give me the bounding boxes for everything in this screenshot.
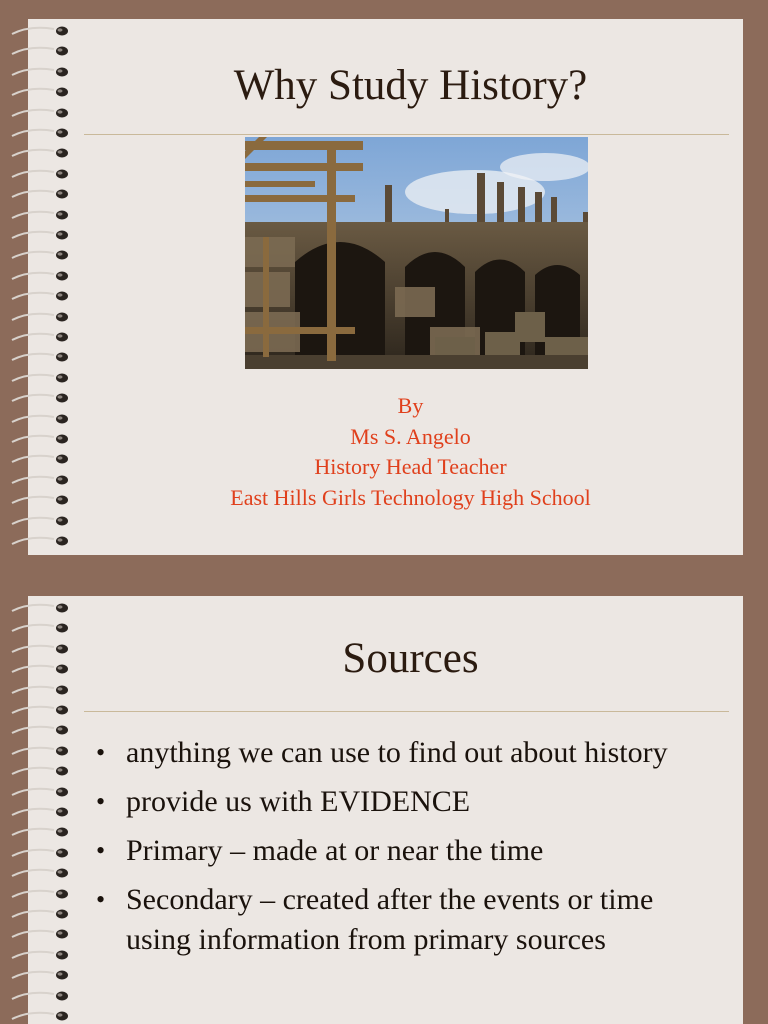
spiral-ring-icon bbox=[10, 270, 76, 282]
spiral-ring-icon bbox=[10, 413, 76, 425]
list-item bbox=[96, 831, 723, 871]
spiral-ring-icon bbox=[10, 494, 76, 506]
slide-sources bbox=[28, 596, 743, 1024]
slide-title: Sources bbox=[342, 635, 479, 682]
spiral-ring-icon bbox=[10, 229, 76, 241]
spiral-ring-icon bbox=[10, 535, 76, 547]
spiral-ring-icon bbox=[10, 168, 76, 180]
spiral-ring-icon bbox=[10, 351, 76, 363]
spiral-ring-icon bbox=[10, 45, 76, 57]
list-item bbox=[96, 880, 723, 960]
spiral-ring-icon bbox=[10, 969, 76, 981]
spiral-ring-icon bbox=[10, 209, 76, 221]
spiral-ring-icon bbox=[10, 990, 76, 1002]
spiral-ring-icon bbox=[10, 515, 76, 527]
spiral-ring-icon bbox=[10, 474, 76, 486]
list-item-text: provide us with EVIDENCE bbox=[126, 785, 471, 818]
byline-role: History Head Teacher bbox=[314, 454, 507, 479]
spiral-ring-icon bbox=[10, 888, 76, 900]
spiral-ring-icon bbox=[10, 311, 76, 323]
byline-by: By bbox=[397, 393, 424, 418]
spiral-ring-icon bbox=[10, 127, 76, 139]
spiral-ring-icon bbox=[10, 643, 76, 655]
list-item-text: Secondary – created after the events or time using information from primary sources bbox=[126, 883, 654, 956]
ruins-photo bbox=[245, 137, 588, 369]
spiral-ring-icon bbox=[10, 433, 76, 445]
spiral-ring-icon bbox=[10, 25, 76, 37]
spiral-ring-icon bbox=[10, 765, 76, 777]
spiral-ring-icon bbox=[10, 826, 76, 838]
spiral-ring-icon bbox=[10, 188, 76, 200]
spiral-ring-icon bbox=[10, 806, 76, 818]
spiral-ring-icon bbox=[10, 453, 76, 465]
spiral-ring-icon bbox=[10, 745, 76, 757]
spiral-ring-icon bbox=[10, 290, 76, 302]
spiral-ring-icon bbox=[10, 663, 76, 675]
spiral-ring-icon bbox=[10, 928, 76, 940]
spiral-ring-icon bbox=[10, 847, 76, 859]
spiral-ring-icon bbox=[10, 867, 76, 879]
title-divider bbox=[84, 134, 729, 135]
spiral-ring-icon bbox=[10, 66, 76, 78]
list-item bbox=[96, 733, 723, 773]
spiral-ring-icon bbox=[10, 704, 76, 716]
spiral-ring-icon bbox=[10, 724, 76, 736]
spiral-ring-icon bbox=[10, 1010, 76, 1022]
bullet-dot-icon: • bbox=[96, 738, 106, 767]
spiral-ring-icon bbox=[10, 372, 76, 384]
list-item-text: Primary – made at or near the time bbox=[126, 834, 544, 867]
spiral-ring-icon bbox=[10, 602, 76, 614]
spiral-ring-icon bbox=[10, 107, 76, 119]
bullet-dot-icon: • bbox=[96, 836, 106, 865]
slide-title-page bbox=[28, 19, 743, 555]
spiral-ring-icon bbox=[10, 949, 76, 961]
byline-author: Ms S. Angelo bbox=[350, 423, 471, 449]
slide-title: Why Study History? bbox=[233, 62, 588, 109]
bullet-list bbox=[96, 733, 723, 969]
spiral-ring-icon bbox=[10, 249, 76, 261]
title-divider bbox=[84, 711, 729, 712]
byline-school: East Hills Girls Technology High School bbox=[230, 484, 591, 510]
bullet-dot-icon: • bbox=[96, 787, 106, 816]
spiral-ring-icon bbox=[10, 392, 76, 404]
spiral-ring-icon bbox=[10, 86, 76, 98]
spiral-ring-icon bbox=[10, 622, 76, 634]
spiral-ring-icon bbox=[10, 147, 76, 159]
spiral-ring-icon bbox=[10, 331, 76, 343]
spiral-ring-icon bbox=[10, 684, 76, 696]
spiral-ring-icon bbox=[10, 908, 76, 920]
author-byline bbox=[88, 391, 733, 513]
list-item-text: anything we can use to find out about history bbox=[126, 736, 668, 769]
list-item bbox=[96, 782, 723, 822]
bullet-dot-icon: • bbox=[96, 885, 106, 914]
spiral-ring-icon bbox=[10, 786, 76, 798]
